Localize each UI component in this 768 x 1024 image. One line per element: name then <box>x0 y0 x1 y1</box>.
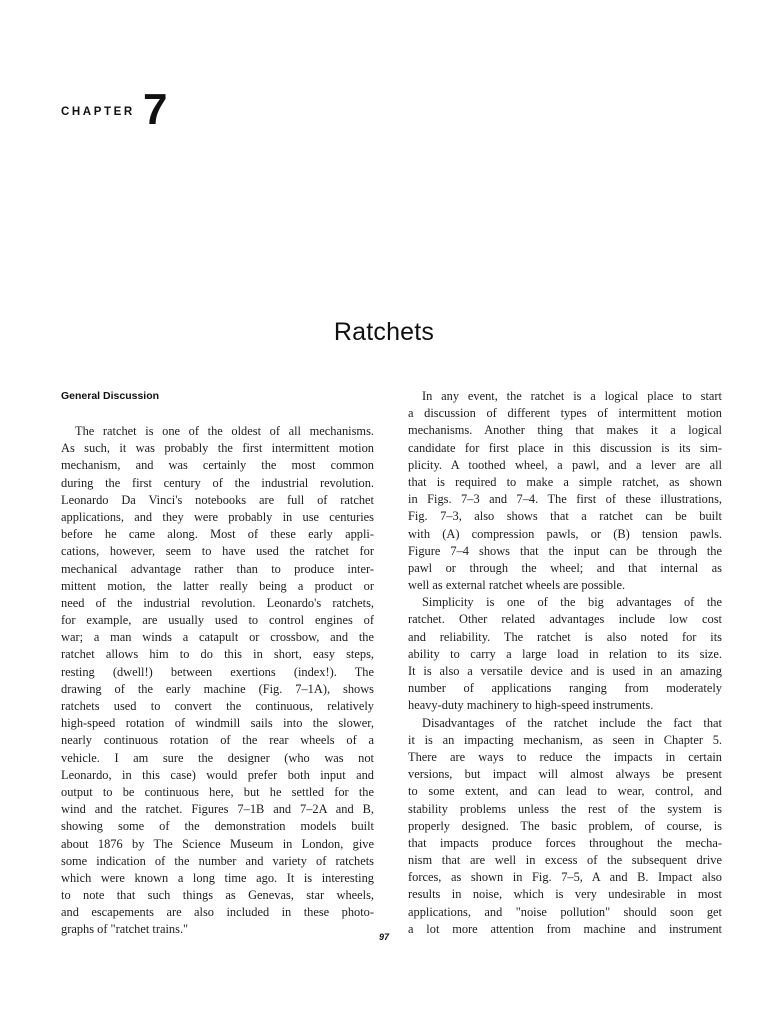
text-line: Disadvantages of the ratchet include the fact that <box>422 715 722 730</box>
text-line: wind and the ratchet. Figures 7–1B and 7–2A and B, <box>61 802 374 817</box>
text-line: mechanical advantage rather than to produce inter- <box>61 561 374 576</box>
text-line: resting (dwell!) between exertions (index!). The <box>61 664 374 679</box>
text-line: drawing of the early machine (Fig. 7–1A), shows <box>61 681 374 696</box>
text-line: and reliability. The ratchet is also noted for its <box>408 629 722 644</box>
right-column <box>408 388 722 938</box>
text-line: pawl or through the wheel; and that internal as <box>408 560 722 575</box>
text-line: with (A) compression pawls, or (B) tension pawls. <box>408 526 722 541</box>
text-line: Fig. 7–3, also shows that a ratchet can be built <box>408 509 722 524</box>
text-line: to note that such things as Genevas, star wheels, <box>61 888 374 903</box>
text-line: well as external ratchet wheels are possible. <box>408 578 626 593</box>
text-line: showing some of the demonstration models built <box>61 819 374 834</box>
text-line: high-speed rotation of windmill sails into the slower, <box>61 716 374 731</box>
text-line: results in noise, which is very undesirable in most <box>408 887 722 902</box>
text-line: during the first century of the industrial revolution. <box>61 475 374 490</box>
text-line: in Figs. 7–3 and 7–4. The first of these illustrations, <box>408 492 722 507</box>
text-line: to some extent, and can lead to wear, control, and <box>408 784 722 799</box>
text-line: Figure 7–4 shows that the input can be through the <box>408 543 722 558</box>
text-line: which were known a long time ago. It is interesting <box>61 870 374 885</box>
text-line: it is an impacting mechanism, as seen in Chapter 5. <box>408 732 722 747</box>
text-line: The ratchet is one of the oldest of all mechanisms. <box>75 424 374 438</box>
chapter-number: 7 <box>143 85 168 134</box>
text-line: and escapements are also included in these photo- <box>61 905 374 920</box>
text-line: cations, however, seem to have used the ratchet for <box>61 544 374 559</box>
text-line: applications, and they were probably in use centuries <box>61 509 374 524</box>
text-line: vehicle. I am sure the designer (who was not <box>61 750 374 765</box>
text-line: some indication of the number and variety of ratchets <box>61 853 374 868</box>
text-line: war; a man winds a catapult or crossbow, and the <box>61 630 374 645</box>
text-line: for example, are usually used to control engines of <box>61 613 374 628</box>
text-line: ability to carry a large load in relation to its size. <box>408 646 722 661</box>
text-line: Simplicity is one of the big advantages of the <box>422 595 722 610</box>
text-line: It is also a versatile device and is used in an amazing <box>408 664 722 678</box>
text-line: Leonardo Da Vinci's notebooks are full of ratchet <box>61 492 374 507</box>
page-number: 97 <box>378 932 389 942</box>
text-line: As such, it was probably the first intermittent motion <box>61 441 374 456</box>
text-line: nearly continuous rotation of the rear wheels of a <box>61 733 374 748</box>
text-line: forces, as shown in Fig. 7–5, A and B. Impact also <box>408 870 722 885</box>
text-line: need of the industrial revolution. Leonardo's ratchets, <box>61 595 374 610</box>
text-line: nism that are well in excess of the subsequent drive <box>408 853 722 868</box>
text-line: plicity. A toothed wheel, a pawl, and a lever are all <box>408 457 722 472</box>
text-line: Leonardo, in this case) would prefer both input and <box>61 767 374 782</box>
text-line: ratchet allows him to do this in short, easy steps, <box>61 647 374 662</box>
text-line: There are ways to reduce the impacts in certain <box>408 749 722 764</box>
text-line: that is required to make a simple ratchet, as shown <box>408 474 722 489</box>
text-line: graphs of "ratchet trains." <box>61 922 189 937</box>
text-line: stability problems unless the rest of the system is <box>408 801 722 816</box>
text-line: heavy-duty machinery to high-speed instruments. <box>408 698 654 713</box>
text-line: a lot more attention from machine and instrument <box>408 921 722 936</box>
text-line: applications, and "noise pollution" should soon get <box>408 904 722 919</box>
text-line: mechanisms. Another thing that makes it a logical <box>408 423 722 438</box>
text-line: ratchets used to convert the continuous, relatively <box>61 699 374 713</box>
text-line: candidate for first place in this discussion is its sim- <box>408 440 722 455</box>
text-line: output to be continuous here, but he settled for the <box>61 784 374 799</box>
text-line: before he came along. Most of these early appli- <box>61 527 374 542</box>
left-column <box>61 388 374 939</box>
text-line: about 1876 by The Science Museum in London, give <box>61 836 374 851</box>
text-line: a discussion of different types of intermittent motion <box>408 406 722 421</box>
text-line: mechanism, and was certainly the most common <box>61 458 374 473</box>
chapter-title: Ratchets <box>333 318 435 346</box>
text-line: that impacts produce forces throughout the mecha- <box>408 835 722 850</box>
text-line: properly designed. The basic problem, of course, is <box>408 818 722 833</box>
chapter-label: CHAPTER <box>61 106 135 118</box>
text-line: ratchet. Other related advantages include low cost <box>408 612 722 627</box>
text-line: number of applications ranging from moderately <box>408 681 722 696</box>
section-heading: General Discussion <box>61 390 160 402</box>
text-line: mittent motion, the latter really being a product or <box>61 578 374 593</box>
text-line: versions, but impact will almost always be present <box>408 767 722 782</box>
text-line: In any event, the ratchet is a logical place to start <box>422 389 722 403</box>
